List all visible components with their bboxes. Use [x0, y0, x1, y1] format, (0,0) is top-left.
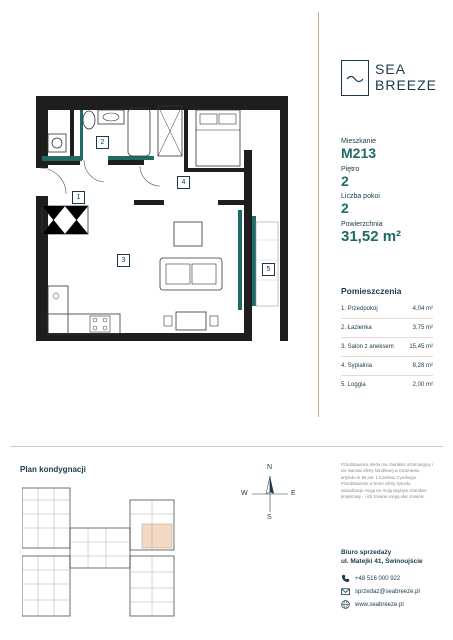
floor-plan	[0, 0, 300, 345]
room-number-1: 1	[72, 191, 85, 204]
room-number-5: 5	[262, 263, 275, 276]
website-text[interactable]: www.seabreeze.pl	[355, 601, 404, 608]
floor-label: Piętro	[341, 166, 360, 173]
room-number-3: 3	[117, 254, 130, 267]
brand-name	[375, 61, 437, 93]
room-row	[341, 318, 433, 337]
room-area: 3,75 m²	[412, 325, 433, 331]
mail-icon	[341, 587, 350, 596]
room-number-4: 4	[177, 176, 190, 189]
room-area: 2,00 m²	[412, 382, 433, 388]
plan-title: Plan kondygnacji	[20, 465, 86, 474]
apartment-block	[341, 138, 376, 161]
room-area: 4,04 m²	[412, 306, 433, 312]
rooms-count-block	[341, 193, 380, 216]
compass-south: S	[267, 514, 272, 521]
room-row	[341, 300, 433, 318]
disclaimer: Przedstawiona oferta ma charakter informacyjny i nie stanowi oferty handlowej w rozumieniu artykułu nr 66 par. 1 Kodeksu Cywilnego. Przedstawione w treści oferty rysunki, wizualizacje mogą nie mają wiążące charakter projektowy - i ich zmianie mogą ulec zmianie.	[341, 462, 433, 500]
room-row	[341, 375, 433, 394]
compass	[240, 462, 300, 526]
area-block	[341, 221, 401, 245]
wave-logo-icon	[341, 60, 369, 96]
office-address: ul. Matejki 41, Świnoujście	[341, 558, 423, 565]
globe-icon	[341, 600, 350, 609]
phone-icon	[341, 574, 350, 583]
contact-email[interactable]	[341, 587, 420, 596]
email-text[interactable]: sprzedaz@seabreeze.pl	[355, 588, 420, 595]
key-plan	[22, 480, 187, 620]
room-area: 8,28 m²	[412, 363, 433, 369]
rooms-count-value: 2	[341, 200, 349, 216]
contact-phone[interactable]	[341, 574, 400, 583]
room-name: 3. Salon z aneksem	[341, 344, 394, 350]
sales-office	[341, 548, 423, 566]
rooms-count-label: Liczba pokoi	[341, 193, 380, 200]
room-name: 4. Sypialnia	[341, 363, 373, 369]
room-area: 15,45 m²	[409, 344, 433, 350]
compass-north: N	[267, 464, 273, 471]
room-name: 1. Przedpokój	[341, 306, 378, 312]
brand-line-2: BREEZE	[375, 77, 438, 93]
vertical-divider	[318, 12, 319, 417]
room-name: 5. Loggia	[341, 382, 366, 388]
area-value: 31,52 m²	[341, 228, 402, 245]
room-row	[341, 356, 433, 375]
brand-line-1: SEA	[375, 61, 407, 77]
rooms-list	[341, 300, 433, 394]
contact-website[interactable]	[341, 600, 404, 609]
compass-west: W	[241, 490, 248, 497]
apartment-value: M213	[341, 145, 377, 161]
room-name: 2. Łazienka	[341, 325, 372, 331]
rooms-section-title: Pomieszczenia	[341, 286, 402, 296]
room-row	[341, 337, 433, 356]
phone-text[interactable]: +48 516 000 922	[355, 575, 401, 582]
brand-logo	[341, 60, 436, 100]
apartment-label: Mieszkanie	[341, 138, 377, 145]
compass-east: E	[291, 490, 296, 497]
floor-block	[341, 166, 359, 189]
area-label: Powierzchnia	[341, 221, 383, 228]
floor-value: 2	[341, 173, 349, 189]
office-title: Biuro sprzedaży	[341, 549, 392, 556]
horizontal-divider	[10, 446, 443, 447]
room-number-2: 2	[96, 136, 109, 149]
